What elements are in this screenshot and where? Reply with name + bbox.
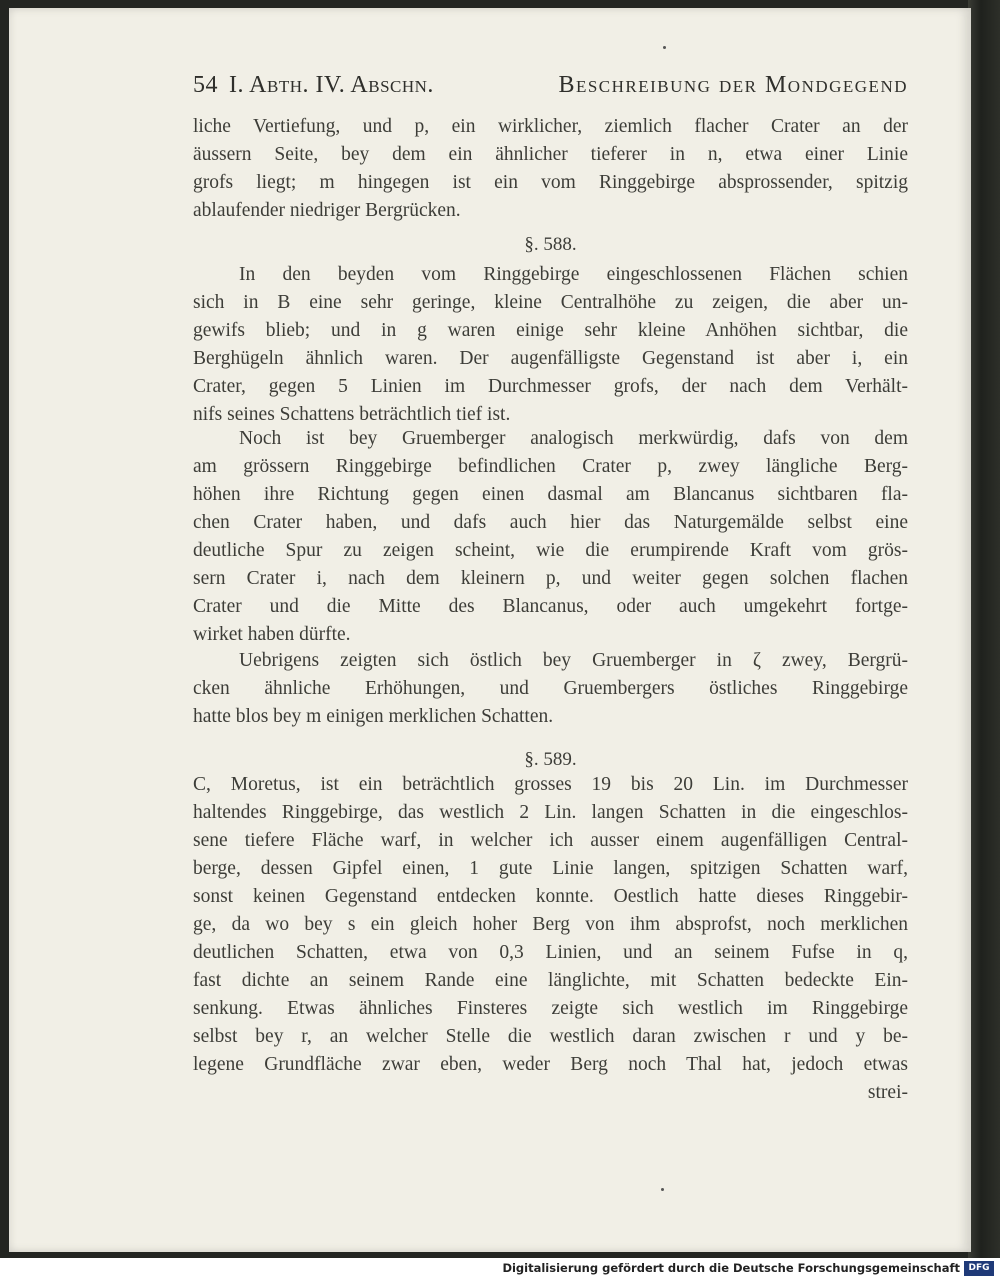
text-line: deutliche Spur zu zeigen scheint, wie die erumpirende Kraft vom grös- xyxy=(193,540,908,561)
paper-speck xyxy=(661,1188,664,1191)
text-line: legene Grundfläche zwar eben, weder Berg noch Thal hat, jedoch etwas xyxy=(193,1054,908,1075)
text-line: berge, dessen Gipfel einen, 1 gute Linie langen, spitzigen Schatten warf, xyxy=(193,858,908,879)
page-number: 54 xyxy=(193,72,218,98)
text-line: sich in B eine sehr geringe, kleine Centralhöhe zu zeigen, die aber un- xyxy=(193,292,908,313)
paper-speck xyxy=(663,46,666,49)
text-line: grofs liegt; m hingegen ist ein vom Ringgebirge absprossender, spitzig xyxy=(193,172,908,193)
text-line: sern Crater i, nach dem kleinern p, und weiter gegen solchen flachen xyxy=(193,568,908,589)
text-line: am grössern Ringgebirge befindlichen Crater p, zwey längliche Berg- xyxy=(193,456,908,477)
text-line: nifs seines Schattens beträchtlich tief ist. xyxy=(193,404,511,425)
text-line: haltendes Ringgebirge, das westlich 2 Lin. langen Schatten in die eingeschlos- xyxy=(193,802,908,823)
section-heading: §. 588. xyxy=(524,234,577,255)
section-heading: §. 589. xyxy=(524,749,577,770)
text-line: Noch ist bey Gruemberger analogisch merkwürdig, dafs von dem xyxy=(239,428,908,449)
text-line: ablaufender niedriger Bergrücken. xyxy=(193,200,461,221)
text-line: chen Crater haben, und dafs auch hier das Naturgemälde selbst eine xyxy=(193,512,908,533)
text-line: sene tiefere Fläche warf, in welcher ich ausser einem augenfälligen Central- xyxy=(193,830,908,851)
text-line: In den beyden vom Ringgebirge eingeschlossenen Flächen schien xyxy=(239,264,908,285)
header-section-title: I. Abth. IV. Abschn. xyxy=(229,72,434,98)
running-header xyxy=(193,72,908,106)
header-chapter-title: Beschreibung der Mondgegend xyxy=(558,72,908,98)
text-line: äussern Seite, bey dem ein ähnlicher tieferer in n, etwa einer Linie xyxy=(193,144,908,165)
text-line: cken ähnliche Erhöhungen, und Gruembergers östliches Ringgebirge xyxy=(193,678,908,699)
text-line: Crater, gegen 5 Linien im Durchmesser grofs, der nach dem Verhält- xyxy=(193,376,908,397)
funding-credit: Digitalisierung gefördert durch die Deutsche Forschungsgemeinschaft xyxy=(502,1261,960,1275)
text-line: fast dichte an seinem Rande eine länglichte, mit Schatten bedeckte Ein- xyxy=(193,970,908,991)
digitization-footer xyxy=(0,1258,1000,1280)
book-spine xyxy=(968,0,1000,1258)
dfg-logo: DFG xyxy=(964,1261,994,1276)
text-line: liche Vertiefung, und p, ein wirklicher, ziemlich flacher Crater an der xyxy=(193,116,908,137)
text-line: hatte blos bey m einigen merklichen Schatten. xyxy=(193,706,554,727)
text-line: wirket haben dürfte. xyxy=(193,624,351,645)
text-line: Crater und die Mitte des Blancanus, oder auch umgekehrt fortge- xyxy=(193,596,908,617)
text-line: gewifs blieb; und in g waren einige sehr kleine Anhöhen sichtbar, die xyxy=(193,320,908,341)
text-line: deutlichen Schatten, etwa von 0,3 Linien, und an seinem Fufse in q, xyxy=(193,942,908,963)
catchword: strei- xyxy=(867,1082,908,1103)
text-line: C, Moretus, ist ein beträchtlich grosses 19 bis 20 Lin. im Durchmesser xyxy=(193,774,908,795)
text-line: höhen ihre Richtung gegen einen dasmal am Blancanus sichtbaren fla- xyxy=(193,484,908,505)
text-line: senkung. Etwas ähnliches Finsteres zeigte sich westlich im Ringgebirge xyxy=(193,998,908,1019)
text-line: Uebrigens zeigten sich östlich bey Gruemberger in ζ zwey, Bergrü- xyxy=(239,650,908,671)
text-line: selbst bey r, an welcher Stelle die westlich daran zwischen r und y be- xyxy=(193,1026,908,1047)
text-line: ge, da wo bey s ein gleich hoher Berg von ihm absprofst, noch merklichen xyxy=(193,914,908,935)
text-line: sonst keinen Gegenstand entdecken konnte. Oestlich hatte dieses Ringgebir- xyxy=(193,886,908,907)
text-line: Berghügeln ähnlich waren. Der augenfälligste Gegenstand ist aber i, ein xyxy=(193,348,908,369)
